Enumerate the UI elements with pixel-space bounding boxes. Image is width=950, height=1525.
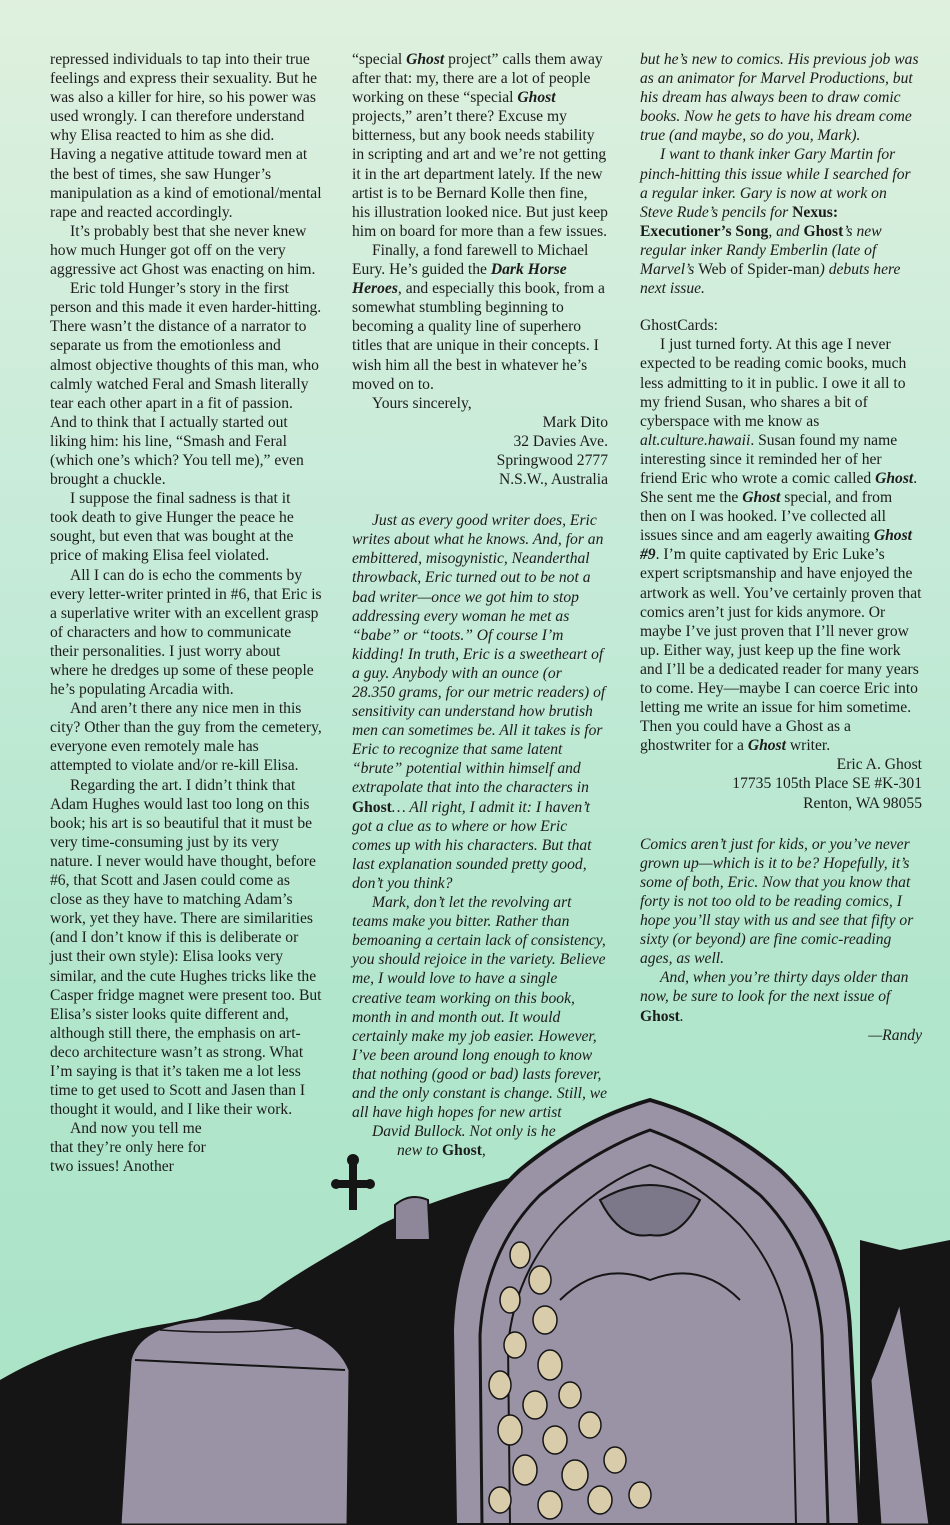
address-line: Renton, WA 98055 (803, 794, 922, 812)
paragraph: It’s probably best that she never knew how much Hunger got off on the very aggressive act Ghost was enacting on him. (50, 222, 316, 279)
editor-reply: new to Ghost, (397, 1142, 486, 1160)
section-heading: GhostCards: (640, 317, 718, 335)
paragraph: And now you tell me that they’re only here for two issues! Another (50, 1120, 206, 1176)
paragraph: “special Ghost project” calls them away after that: my, there are a lot of people working on these “special Ghost projects,” aren’t there? Excuse my bitterness, but any book needs stability in scripting and art and we’re not getting it in the art department lately. If the new artist is to be Bernard Kolle then fine, his illustration looked nice. But just keep him on board for more than a few issues. (352, 51, 608, 240)
paragraph: All I can do is echo the comments by every letter-writer printed in #6, that Eric is a superlative writer with an excellent grasp of characters and how to communicate their personalities. I just worry about where he dredges up some of these people he’s populating Arcadia with. (50, 566, 322, 699)
address-line: 32 Davies Ave. (513, 432, 608, 450)
cross-icon (331, 1154, 375, 1210)
paragraph: I suppose the final sadness is that it took death to give Hunger the peace he sought, but even that was bought at the price of making Elisa feel violated. (50, 490, 294, 565)
editor-reply: but he’s new to comics. His previous job was as an animator for Marvel Productions, but his dream has always been to draw comic books. Now he gets to have his dream come true (and maybe, so do you, Mark). (640, 51, 919, 145)
address-line: N.S.W., Australia (498, 471, 608, 489)
paragraph: Regarding the art. I didn’t think that Adam Hughes would last too long on this book; his art is so beautiful that it must be very time-consuming just by its very nature. I never would have thought, before #6, that Scott and Jasen could come as close as they have to matching Adam’s work, yet they have. There are similarities (and I don’t know if this is deliberate or just their own style): Elisa looks very similar, and the cute Hughes tricks like the Casper fridge magnet were present too. But Elisa’s sister looks quite different and, although still there, the emphasis on art-deco architecture wasn’t as strong. What I’m saying is that it’s taken me a lot less time to get used to Scott and Jasen than I thought it would, and I like their work. (50, 776, 322, 1119)
paragraph: repressed individuals to tap into their true feelings and express their sexuality. But he was also a killer for hire, so his power was used wrongly. I can therefore understand why Elisa reacted to him as she did. Having a negative attitude toward men at the best of times, she saw Hunger’s manipulation as a kind of emotional/mental rape and reacted accordingly. (50, 51, 322, 221)
left-headstone (120, 1318, 350, 1525)
small-headstone (395, 1197, 430, 1240)
editor-reply: Just as every good writer does, Eric writes about what he knows. And, for an embittered, misogynistic, Neanderthal throwback, Eric turned out to be not a bad writer—once we got him to stop addressing every woman he met as “babe” or “toots.” Of course I’m kidding! In truth, Eric is a sweetheart of a guy. Anybody with an ounce (or 28.350 grams, for our metric readers) of sensitivity can understand how brutish men can sometimes be. All it takes is for Eric to recognize that same latent “brute” potential within himself and extrapolate that into the characters in Ghost… All right, I admit it: I haven’t got a clue as to where or how Eric comes up with his characters. But that last explanation sounded pretty good, don’t you think? (352, 512, 606, 892)
paragraph: I just turned forty. At this age I never expected to be reading comic books, much less admitting to it in public. I owe it all to my friend Susan, who shares a bit of cyberspace with me know as alt.culture.hawaii. Susan found my name interesting since it reminded her of her friend Eric who wrote a comic called Ghost. She sent me the Ghost special, and from then on I was hooked. I’ve collected all issues since and am eagerly awaiting Ghost #9. I’m quite captivated by Eric Luke’s expert scriptsmanship and have enjoyed the artwork as well. You’ve certainly proven that comics aren’t just for kids anymore. Or maybe I’ve just proven that I’ll never grow up. Either way, just keep up the fine work and I’ll be a dedicated reader for many years to come. Hey—maybe I can coerce Eric into letting me write an issue for him sometime. Then you could have a Ghost as a ghostwriter for a Ghost writer. (640, 336, 922, 755)
editor-reply: And, when you’re thirty days older than now, be sure to look for the next issue of Ghost. (640, 969, 909, 1025)
address-line: Springwood 2777 (496, 451, 608, 469)
signoff: Yours sincerely, (372, 394, 472, 412)
editor-reply: Comics aren’t just for kids, or you’ve never grown up—which is it to be? Hopefully, it’s some of both, Eric. Now that you know that forty is not too old to be reading comics, I hope you’ll stay with us and see that fifty or sixty (or beyond) are fine comic-reading ages, as well. (640, 835, 914, 968)
editor-reply: I want to thank inker Gary Martin for pinch-hitting this issue while I searched for a regular inker. Gary is now at work on Steve Rude’s pencils for Nexus: Executioner’s Song, and Ghost’s new regular inker Randy Emberlin (late of Marvel’s Web of Spider-man) debuts here next issue. (640, 146, 911, 298)
paragraph: And aren’t there any nice men in this city? Other than the guy from the cemetery, everyone even remotely male has attempted to violate and/or re-kill Elisa. (50, 700, 322, 775)
paragraph: Finally, a fond farewell to Michael Eury. He’s guided the Dark Horse Heroes, and especially this book, from a somewhat stumbling beginning to becoming a quality line of superhero titles that are unique in their concepts. I wish him all the best in whatever he’s moved on to. (352, 241, 605, 393)
editor-signature: —Randy (868, 1026, 922, 1044)
editor-reply: Mark, don’t let the revolving art teams make you bitter. Rather than bemoaning a certain lack of consistency, you should rejoice in the variety. Believe me, I would love to have a single creative team working on this book, month in and month out. It would certainly make my job easier. However, I’ve been around long enough to know that nothing (good or bad) lasts forever, and the only constant is change. Still, we all have high hopes for new artist (352, 894, 608, 1122)
address-line: 17735 105th Place SE #K-301 (732, 775, 922, 793)
address-line: Mark Dito (542, 413, 608, 431)
editor-reply: David Bullock. Not only is he (372, 1123, 556, 1141)
paragraph: Eric told Hunger’s story in the first person and this made it even harder-hitting. There wasn’t the distance of a narrator to separate us from the emotionless and almost objective thoughts of this man, who calmly watched Feral and Smash literally tear each other apart in a fit of passion. And to think that I actually started out liking him: his line, “Smash and Feral (which one’s which? You tell me),” even brought a chuckle. (50, 280, 322, 489)
address-line: Eric A. Ghost (836, 756, 922, 774)
